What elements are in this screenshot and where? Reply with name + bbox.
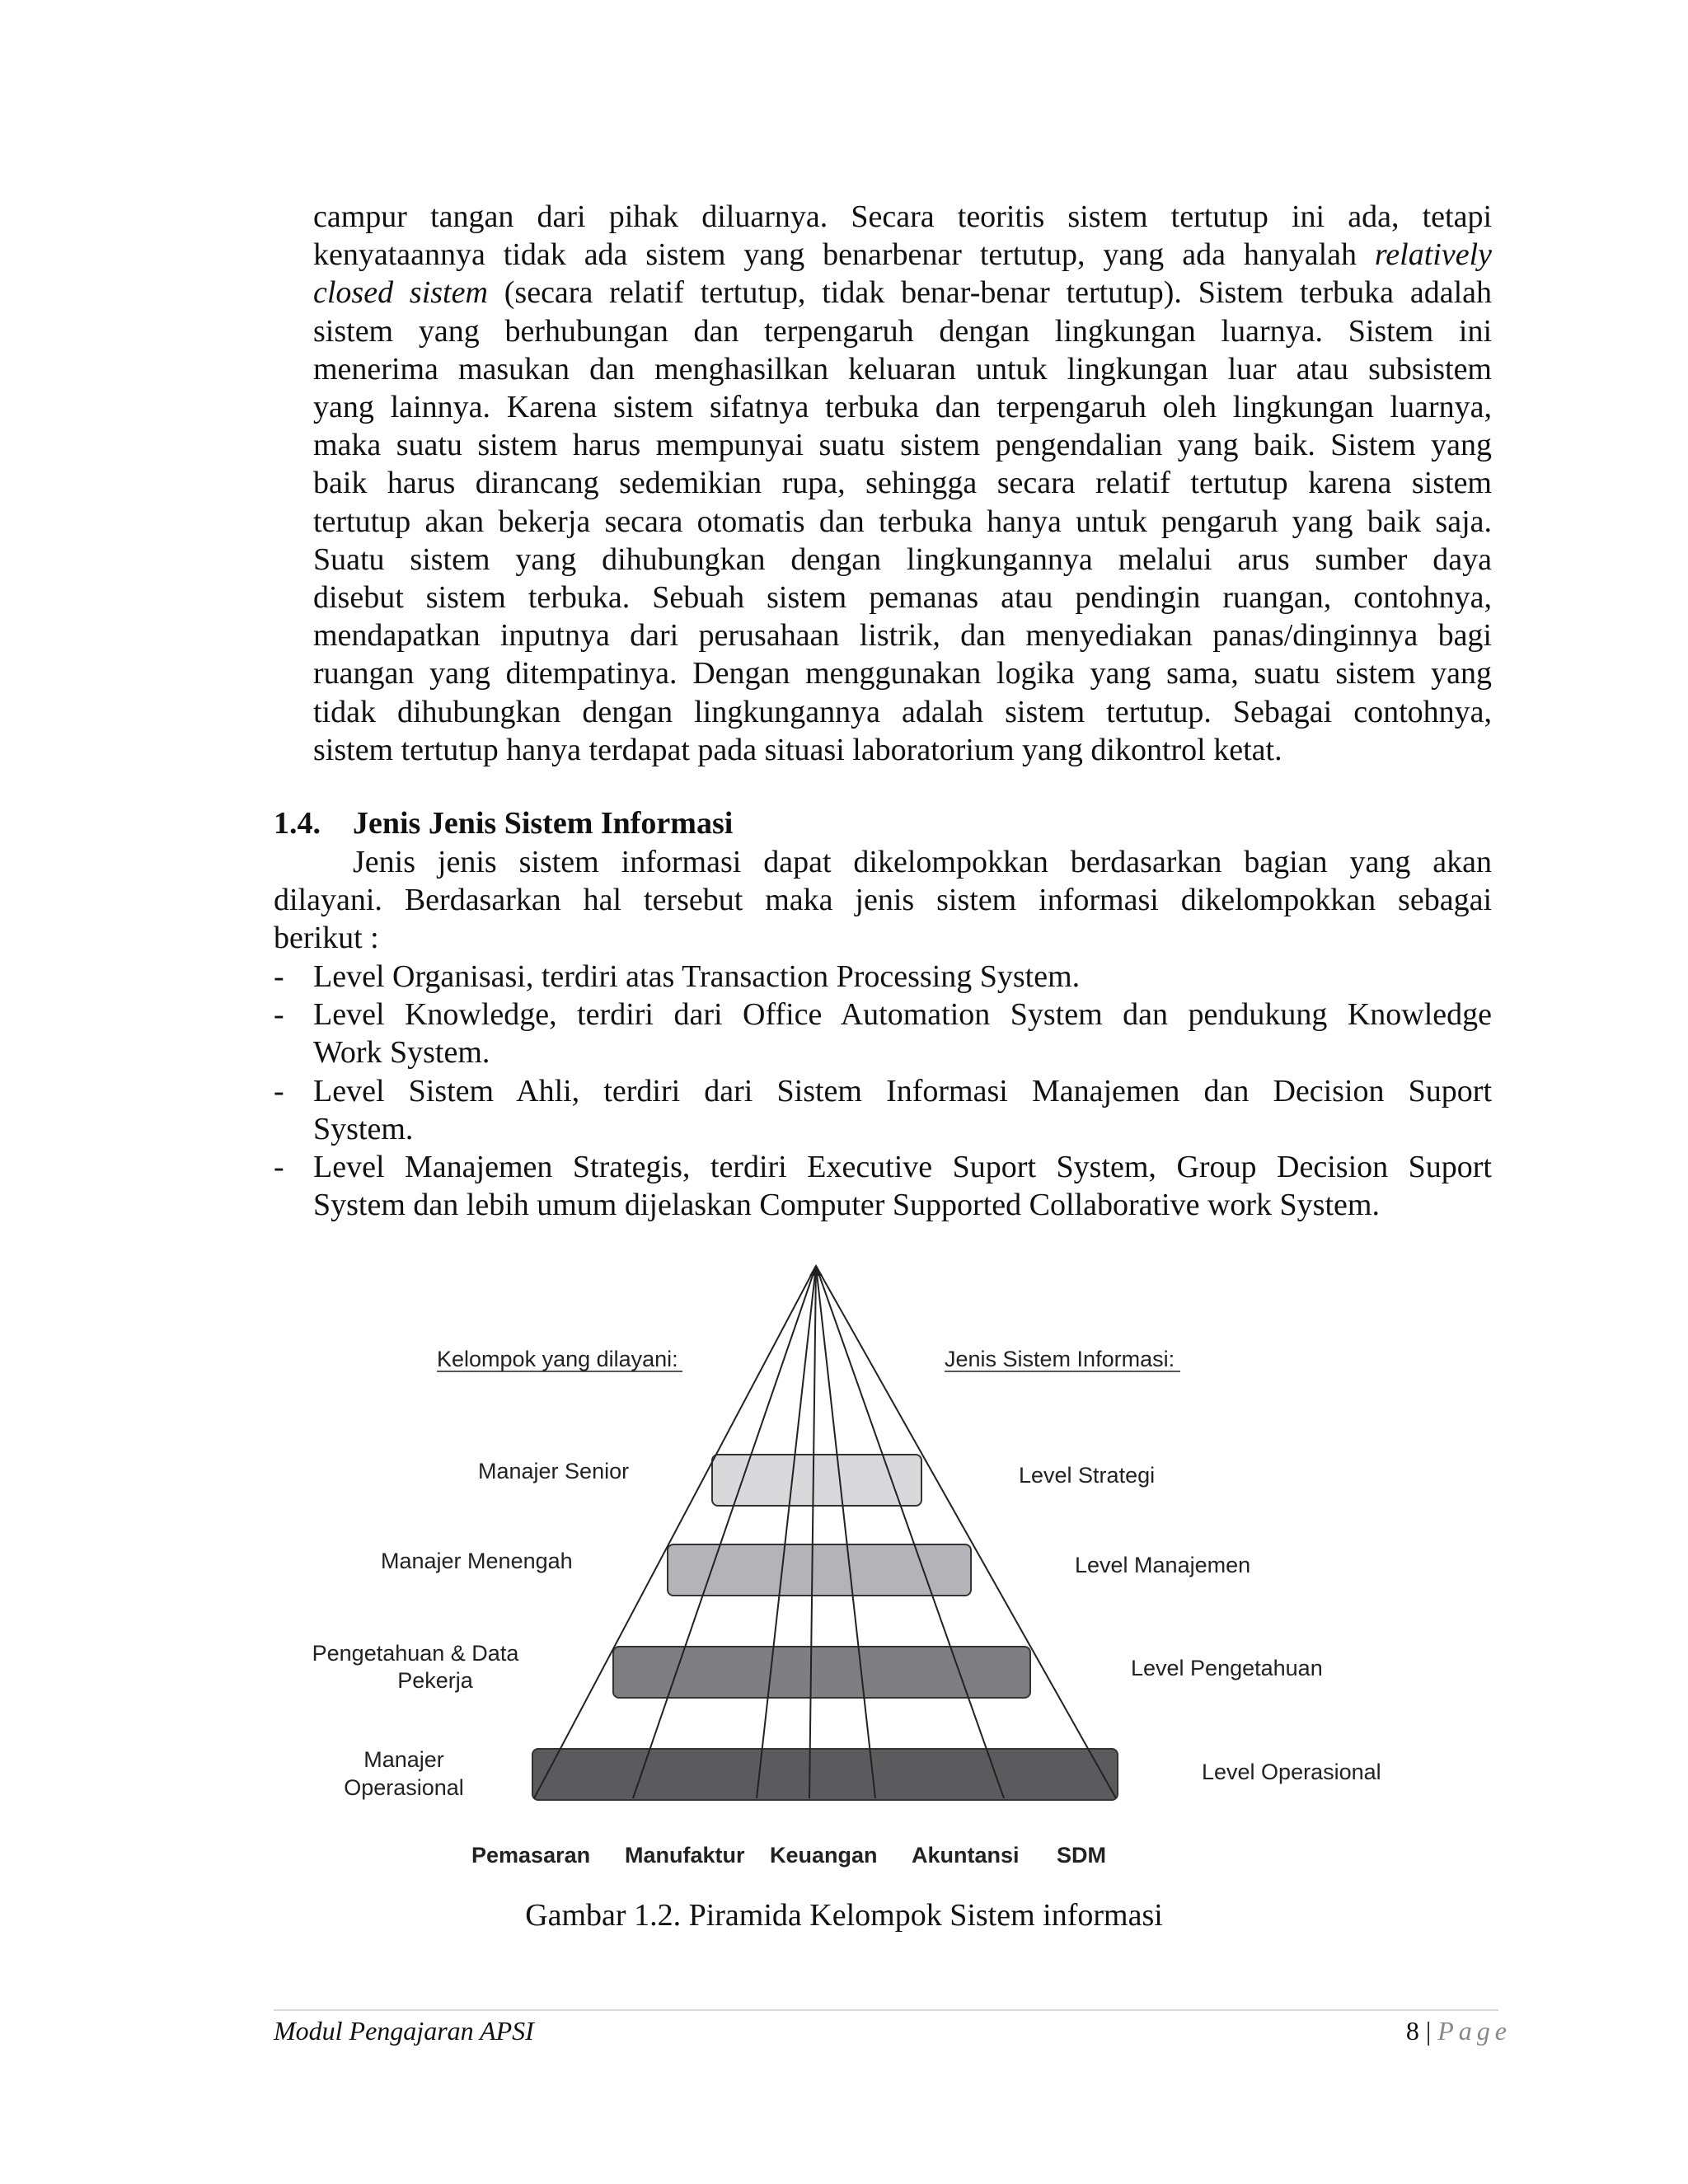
- list-item: [274, 996, 1492, 1071]
- footer-divider: [274, 2009, 1498, 2011]
- list-item-line: Level Sistem Ahli, terdiri dari Sistem Informasi Manajemen dan Decision Suport: [313, 1073, 1492, 1108]
- label-manufaktur: Manufaktur: [625, 1843, 745, 1868]
- pyramid-divider: [633, 1266, 816, 1798]
- body-line: yang lainnya. Karena sistem sifatnya terbuka dan terpengaruh oleh lingkungan luarnya,: [313, 390, 1492, 425]
- section-title: Jenis Jenis Sistem Informasi: [353, 806, 734, 841]
- level-list: [274, 958, 1492, 1224]
- body-line: ruangan yang ditempatinya. Dengan menggunakan logika yang sama, suatu sistem yang: [313, 656, 1492, 691]
- label-level-manajemen: Level Manajemen: [1075, 1553, 1251, 1577]
- pyramid-divider: [809, 1266, 816, 1798]
- label-keuangan: Keuangan: [770, 1843, 878, 1868]
- body-line: disebut sistem terbuka. Sebuah sistem pemanas atau pendingin ruangan, contohnya,: [313, 580, 1492, 616]
- band-level-manajemen: [668, 1544, 971, 1596]
- body-text: kenyataannya tidak ada sistem yang benarbenar tertutup, yang ada hanyalah: [313, 237, 1375, 273]
- body-line: tidak dihubungkan dengan lingkungannya adalah sistem tertutup. Sebagai contohnya,: [313, 694, 1492, 729]
- body-line: tertutup akan bekerja secara otomatis dan terbuka hanya untuk pengaruh yang baik saja.: [313, 504, 1492, 539]
- intro-line: dilayani. Berdasarkan hal tersebut maka jenis sistem informasi dikelompokkan sebagai: [274, 883, 1492, 918]
- body-line: campur tangan dari pihak diluarnya. Secara teoritis sistem tertutup ini ada, tetapi: [313, 199, 1492, 234]
- list-item-line: Level Manajemen Strategis, terdiri Executive Suport System, Group Decision Suport: [313, 1150, 1492, 1185]
- figure-caption: Gambar 1.2. Piramida Kelompok Sistem informasi: [525, 1898, 1163, 1933]
- list-item-line: Work System.: [313, 1035, 490, 1071]
- page-number: 8: [1405, 2016, 1419, 2046]
- pyramid-divider: [757, 1266, 816, 1798]
- bullet-dash: -: [274, 1073, 284, 1108]
- band-level-operasional: [532, 1749, 1118, 1800]
- bullet-dash: -: [274, 997, 284, 1033]
- label-pengetahuan-data: Pengetahuan & Data: [312, 1641, 519, 1666]
- label-level-strategi: Level Strategi: [1019, 1463, 1156, 1488]
- footer-page: [1406, 2016, 1512, 2046]
- label-sdm: SDM: [1057, 1843, 1106, 1868]
- section-number: 1.4.: [274, 806, 321, 841]
- label-pemasaran: Pemasaran: [471, 1843, 591, 1868]
- section-intro: [274, 843, 1492, 958]
- list-item: [274, 958, 1492, 996]
- body-line: menerima masukan dan menghasilkan keluaran untuk lingkungan luar atau subsistem: [313, 351, 1492, 387]
- intro-line: berikut :: [274, 921, 379, 956]
- italic-term: closed sistem: [313, 275, 488, 311]
- right-header: Jenis Sistem Informasi:: [945, 1347, 1175, 1371]
- list-item-line: System.: [313, 1111, 414, 1146]
- label-akuntansi: Akuntansi: [912, 1843, 1020, 1868]
- italic-term: relatively: [1374, 237, 1492, 273]
- list-item: [274, 1148, 1492, 1224]
- list-item-line: System dan lebih umum dijelaskan Computer Supported Collaborative work System.: [313, 1188, 1380, 1223]
- pyramid-edge-left: [534, 1266, 816, 1798]
- body-line: sistem yang berhubungan dan terpengaruh dengan lingkungan luarnya. Sistem ini: [313, 313, 1492, 349]
- label-operasional: Operasional: [344, 1775, 464, 1800]
- body-line: [313, 236, 1492, 274]
- list-item-line: Level Organisasi, terdiri atas Transaction Processing System.: [313, 959, 1081, 994]
- left-header: Kelompok yang dilayani:: [437, 1347, 678, 1371]
- label-manajer-senior: Manajer Senior: [478, 1459, 630, 1483]
- page-word: Page: [1437, 2016, 1512, 2046]
- intro-line: Jenis jenis sistem informasi dapat dikelompokkan berdasarkan bagian yang akan: [353, 845, 1492, 879]
- pyramid-divider: [816, 1266, 1004, 1798]
- body-line: Suatu sistem yang dihubungkan dengan lingkungannya melalui arus sumber daya: [313, 541, 1492, 577]
- label-manajer-menengah: Manajer Menengah: [381, 1549, 573, 1573]
- body-line: [313, 274, 1492, 312]
- body-line: sistem tertutup hanya terdapat pada situasi laboratorium yang dikontrol ketat.: [313, 732, 1282, 767]
- body-line: baik harus dirancang sedemikian rupa, sehingga secara relatif tertutup karena sistem: [313, 466, 1492, 501]
- list-item-line: Level Knowledge, terdiri dari Office Automation System dan pendukung Knowledge: [313, 997, 1492, 1033]
- label-level-pengetahuan: Level Pengetahuan: [1131, 1656, 1323, 1680]
- label-level-operasional: Level Operasional: [1202, 1760, 1381, 1784]
- body-line: mendapatkan inputnya dari perusahaan listrik, dan menyediakan panas/dinginnya bagi: [313, 618, 1492, 654]
- bullet-dash: -: [274, 959, 284, 994]
- body-text: (secara relatif tertutup, tidak benar-benar tertutup). Sistem terbuka adalah: [487, 275, 1492, 311]
- section-heading: [274, 805, 733, 841]
- footer-title: Modul Pengajaran APSI: [274, 2016, 534, 2046]
- body-line: maka suatu sistem harus mempunyai suatu sistem pengendalian yang baik. Sistem yang: [313, 428, 1492, 463]
- label-manajer: Manajer: [363, 1747, 444, 1772]
- pyramid-edge-right: [816, 1266, 1116, 1798]
- pyramid-lines: [534, 1266, 1116, 1798]
- pyramid-divider: [816, 1266, 875, 1798]
- band-level-strategi: [712, 1455, 921, 1506]
- footer-separator: |: [1425, 2016, 1432, 2046]
- pyramid-figure: [305, 1253, 1418, 1879]
- body-paragraph: [313, 198, 1492, 769]
- label-pekerja: Pekerja: [397, 1668, 473, 1693]
- bullet-dash: -: [274, 1150, 284, 1185]
- list-item: [274, 1072, 1492, 1148]
